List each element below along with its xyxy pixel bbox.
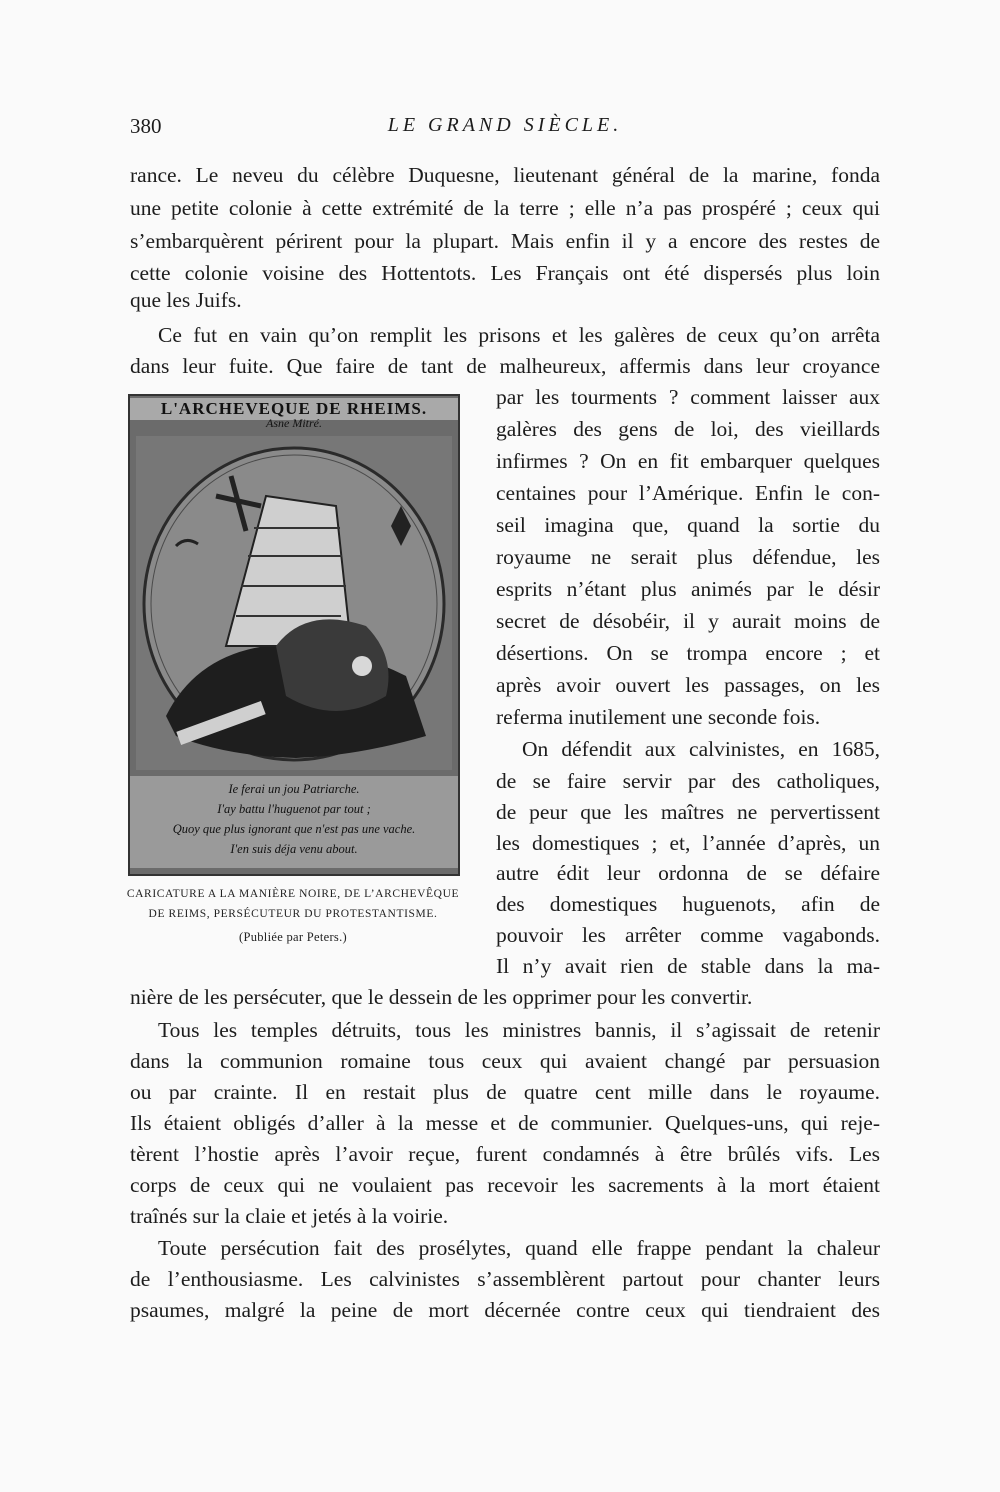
- text-line: referma inutilement une seconde fois.: [496, 705, 821, 729]
- text-line: tèrent l’hostie après l’avoir reçue, furent condamnés à être brûlés vifs. Les: [130, 1142, 880, 1166]
- text-line: rance. Le neveu du célèbre Duquesne, lieutenant général de la marine, fonda: [130, 163, 880, 187]
- text-line: que les Juifs.: [130, 288, 242, 312]
- text-line: corps de ceux qui ne voulaient pas recevoir les sacrements à la mort étaient: [130, 1173, 880, 1197]
- figure-verse: [130, 776, 458, 868]
- text-line: s’embarquèrent périrent pour la plupart. Mais enfin il y a encore des restes de: [130, 229, 880, 253]
- engraving-medallion: [136, 436, 452, 770]
- caricature-figure: [128, 394, 460, 876]
- text-line: Ce fut en vain qu’on remplit les prisons et les galères de ceux qu’on arrêta: [158, 323, 880, 347]
- figure-subtitle: Asne Mitré.: [266, 416, 322, 430]
- text-line: Toute persécution fait des prosélytes, quand elle frappe pendant la chaleur: [158, 1236, 880, 1260]
- text-line: autre édit leur ordonna de se défaire: [496, 861, 880, 885]
- running-title: LE GRAND SIÈCLE.: [387, 114, 623, 136]
- text-line: cette colonie voisine des Hottentots. Les Français ont été dispersés plus loin: [130, 261, 880, 285]
- text-line: secret de désobéir, il y aurait moins de: [496, 609, 880, 633]
- text-line: nière de les persécuter, que le dessein de les opprimer pour les convertir.: [130, 985, 753, 1009]
- verse-line: Ie ferai un jou Patriarche.: [228, 782, 360, 796]
- text-line: de l’enthousiasme. Les calvinistes s’assemblèrent partout pour chanter leurs: [130, 1267, 880, 1291]
- text-line: une petite colonie à cette extrémité de la terre ; elle n’a pas prospéré ; ceux qui: [130, 196, 880, 220]
- text-line: de se faire servir par des catholiques,: [496, 769, 880, 793]
- text-line: dans la communion romaine tous ceux qui avaient changé par persuasion: [130, 1049, 880, 1073]
- text-line: galères des gens de loi, des vieillards: [496, 417, 880, 441]
- page-number: 380: [130, 114, 162, 138]
- text-line: de peur que les maîtres ne pervertissent: [496, 800, 880, 824]
- text-line: psaumes, malgré la peine de mort décernée contre ceux qui tiendraient des: [130, 1298, 880, 1322]
- text-line: Ils étaient obligés d’aller à la messe et de communier. Quelques-uns, qui reje-: [130, 1111, 880, 1135]
- text-line: par les tourments ? comment laisser aux: [496, 385, 880, 409]
- figure-caption: DE REIMS, PERSÉCUTEUR DU PROTESTANTISME.: [148, 908, 438, 920]
- text-line: des domestiques huguenots, afin de: [496, 892, 880, 916]
- text-line: après avoir ouvert les passages, on les: [496, 673, 880, 697]
- verse-line: I'en suis déja venu about.: [230, 842, 358, 856]
- text-line: Il n’y avait rien de stable dans la ma-: [496, 954, 880, 978]
- figure-caption: CARICATURE A LA MANIÈRE NOIRE, DE L’ARCHEVÊQUE: [126, 888, 460, 900]
- figure-title: L'ARCHEVEQUE DE RHEIMS.: [130, 398, 458, 420]
- text-line: pouvoir les arrêter comme vagabonds.: [496, 923, 880, 947]
- page-header: [130, 114, 880, 144]
- text-line: dans leur fuite. Que faire de tant de malheureux, affermis dans leur croyance: [130, 354, 880, 378]
- text-line: désertions. On se trompa encore ; et: [496, 641, 880, 665]
- verse-line: I'ay battu l'huguenot par tout ;: [217, 802, 371, 816]
- text-line: ou par crainte. Il en restait plus de quatre cent mille dans le royaume.: [130, 1080, 880, 1104]
- verse-line: Quoy que plus ignorant que n'est pas une vache.: [172, 822, 416, 836]
- text-line: centaines pour l’Amérique. Enfin le con-: [496, 481, 880, 505]
- text-line: esprits n’étant plus animés par le désir: [496, 577, 880, 601]
- text-line: royaume ne serait plus défendue, les: [496, 545, 880, 569]
- text-line: On défendit aux calvinistes, en 1685,: [522, 737, 880, 761]
- figure-credit: (Publiée par Peters.): [238, 930, 347, 944]
- text-line: Tous les temples détruits, tous les ministres bannis, il s’agissait de retenir: [158, 1018, 880, 1042]
- text-line: traînés sur la claie et jetés à la voirie.: [130, 1204, 449, 1228]
- text-line: infirmes ? On en fit embarquer quelques: [496, 449, 880, 473]
- text-line: seil imagina que, quand la sortie du: [496, 513, 880, 537]
- text-line: les domestiques ; et, l’année d’après, un: [496, 831, 880, 855]
